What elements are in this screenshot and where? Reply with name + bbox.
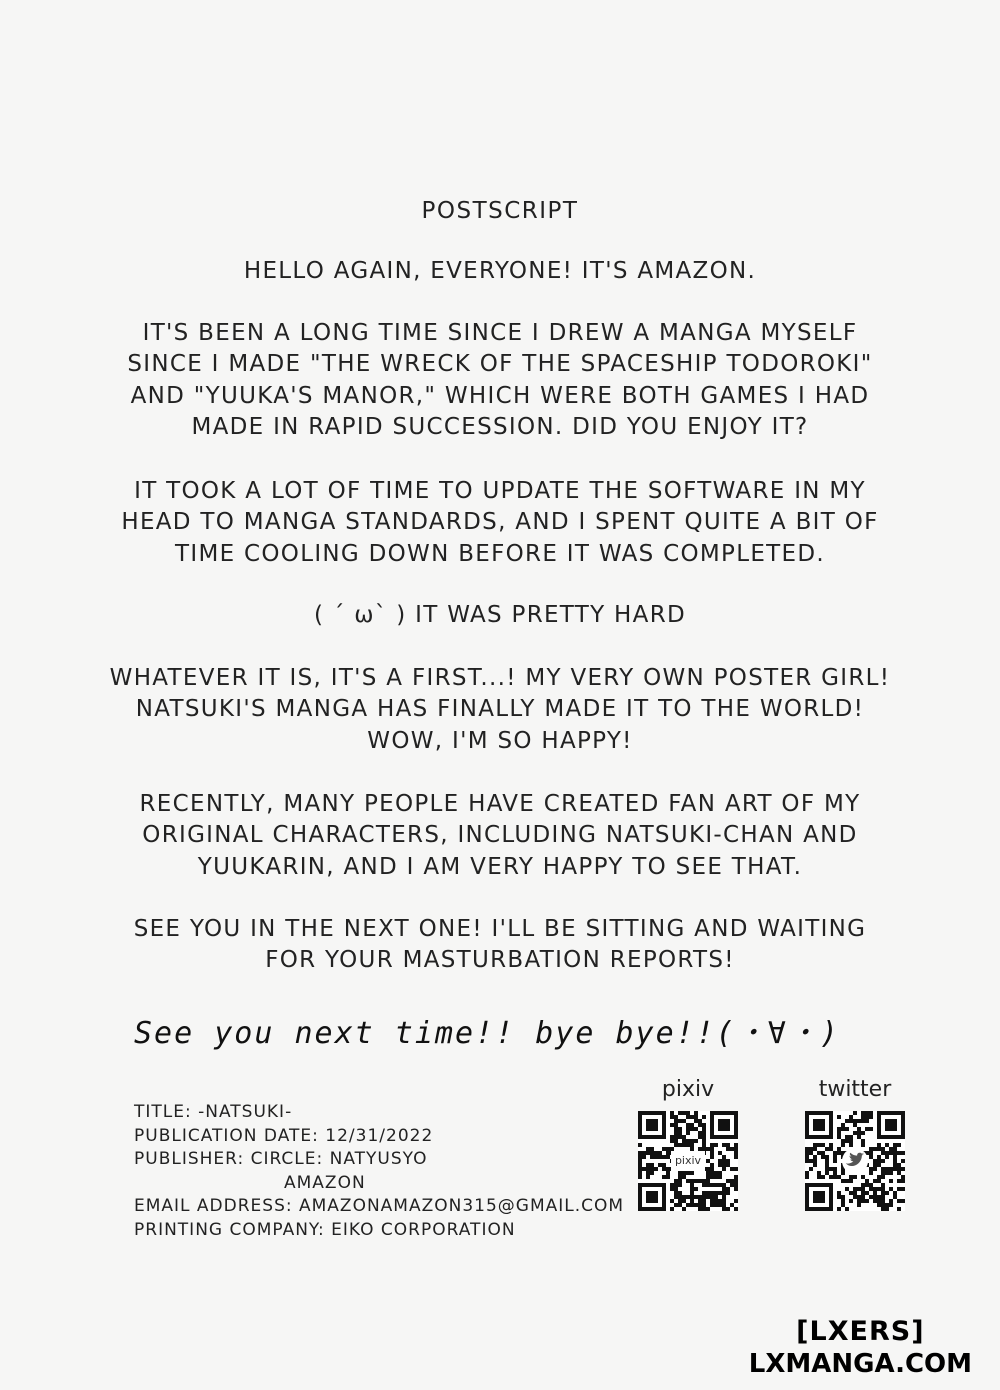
paragraph-fan-art: RECENTLY, MANY PEOPLE HAVE CREATED FAN ART OF MY ORIGINAL CHARACTERS, INCLUDING NATSUKI-CHAN AND YUUKARIN, AND I AM VERY HAPPY TO SEE THAT. (139, 791, 861, 880)
pixiv-logo-icon: pixiv (671, 1151, 705, 1171)
twitter-qr-code[interactable] (805, 1111, 905, 1211)
postscript-title: POSTSCRIPT (421, 198, 579, 224)
site-watermark (749, 1316, 972, 1380)
watermark-line2: LXMANGA.COM (748, 1349, 972, 1379)
pixiv-qr-block (636, 1076, 740, 1211)
colophon-title: TITLE: -NATSUKI- (134, 1102, 293, 1122)
signoff-text: See you next time!! bye bye!!(・∀・) (134, 1016, 840, 1051)
pixiv-qr-code[interactable] (638, 1111, 738, 1211)
colophon-printing-company: PRINTING COMPANY: EIKO CORPORATION (134, 1219, 516, 1240)
colophon (134, 1101, 634, 1242)
colophon-email: EMAIL ADDRESS: AMAZONAMAZON315@GMAIL.COM (134, 1196, 625, 1216)
pixiv-qr-label: pixiv (661, 1077, 715, 1102)
paragraph-greeting: HELLO AGAIN, EVERYONE! IT'S AMAZON. (243, 258, 757, 284)
watermark-line1: [LXERS] (796, 1316, 925, 1347)
twitter-qr-label: twitter (818, 1077, 892, 1102)
paragraph-software-update: IT TOOK A LOT OF TIME TO UPDATE THE SOFTWARE IN MY HEAD TO MANGA STANDARDS, AND I SPENT QUITE A BIT OF TIME COOLING DOWN BEFORE IT WAS COMPLETED. (121, 478, 879, 567)
colophon-publisher: PUBLISHER: CIRCLE: NATYUSYO (134, 1149, 428, 1169)
twitter-qr-block (803, 1076, 907, 1211)
paragraph-pretty-hard: ( ´ ω` ) IT WAS PRETTY HARD (314, 602, 686, 628)
colophon-publisher-name: AMAZON (284, 1172, 366, 1193)
paragraph-see-you: SEE YOU IN THE NEXT ONE! I'LL BE SITTING AND WAITING FOR YOUR MASTURBATION REPORTS! (133, 916, 867, 974)
paragraph-poster-girl: WHATEVER IT IS, IT'S A FIRST...! MY VERY OWN POSTER GIRL! NATSUKI'S MANGA HAS FINALLY MADE IT TO THE WORLD! WOW, I'M SO HAPPY! (109, 665, 891, 754)
colophon-publication-date: PUBLICATION DATE: 12/31/2022 (134, 1125, 434, 1146)
twitter-bird-icon (842, 1148, 868, 1174)
paragraph-long-time: IT'S BEEN A LONG TIME SINCE I DREW A MANGA MYSELF SINCE I MADE "THE WRECK OF THE SPACESHIP TODOROKI" AND "YUUKA'S MANOR," WHICH WERE BOTH GAMES I HAD MADE IN RAPID SUCCESSION. DID YOU ENJOY IT? (127, 320, 873, 440)
